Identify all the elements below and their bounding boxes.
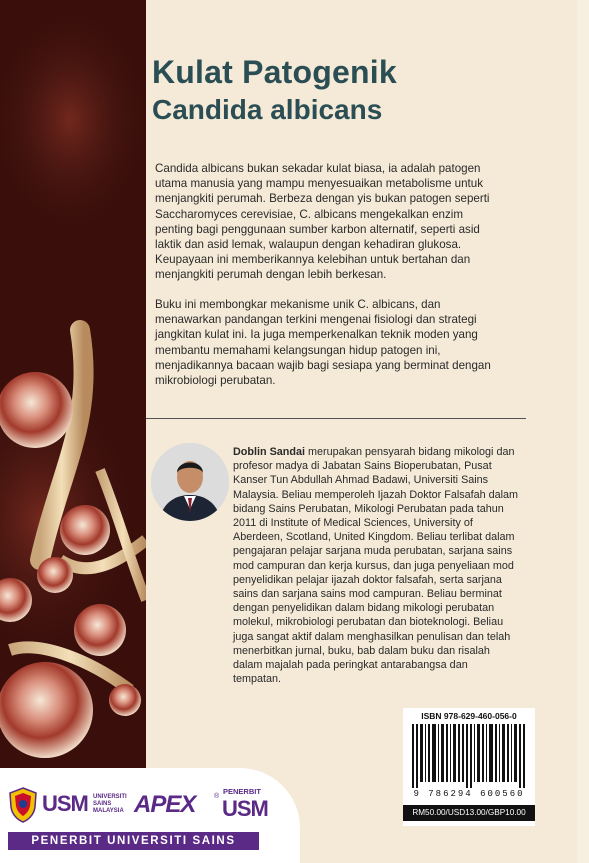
blurb-paragraph-1: [155, 161, 526, 283]
blurb-line: menjangkiti perumah dengan lebih berkesan.: [155, 268, 387, 282]
blurb-line: utama manusia yang mampu menyesuaikan metabolisme untuk: [155, 177, 484, 191]
blurb-line: Candida albicans bukan sekadar kulat biasa, ia adalah patogen: [155, 162, 481, 175]
publisher-logos: [8, 787, 278, 831]
publisher-banner: PENERBIT UNIVERSITI SAINS MALAYSIA: [8, 832, 259, 850]
bio-line: menerbitkan jurnal, buku, bab dalam buku dan risalah: [233, 644, 490, 657]
blurb-line: menjadikannya bacaan wajib bagi sesiapa yang berminat dengan: [155, 358, 491, 372]
bio-line: molekul, mikrobiologi perubatan dan bioteknologi. Beliau: [233, 616, 504, 629]
spine-edge: [577, 0, 589, 863]
bio-line: mod campuran dan kerja kursus, dan juga penyeliaan mod: [233, 559, 514, 572]
penerbit-label: PENERBIT: [223, 787, 261, 796]
book-title: Kulat Patogenik: [152, 54, 397, 90]
blurb-line: Buku ini membongkar mekanisme unik C. albicans, dan: [155, 298, 441, 311]
bio-line: profesor madya di Jabatan Sains Bioperubatan, Pusat: [233, 460, 492, 473]
registered-mark: ®: [214, 793, 220, 800]
blurb-line: menjangkiti perumah. Berbeza dengan yis bukan patogen seperti: [155, 192, 490, 206]
bio-line: merupakan pensyarah bidang mikologi dan: [304, 446, 515, 458]
bio-line: Kanser Tun Abdullah Ahmad Badawi, Universiti Sains: [233, 474, 489, 487]
blurb-line: penting bagi penggunaan sumber karbon alternatif, seperti asid: [155, 222, 480, 236]
isbn-barcode: [403, 708, 535, 826]
section-divider: [146, 418, 526, 419]
barcode-digits: 9 786294 600560: [413, 789, 525, 799]
blurb-line: menawarkan pandangan terkini mengenai fisiologi dan strategi: [155, 313, 477, 327]
apex-logo: APEX: [134, 791, 196, 818]
author-portrait: [151, 443, 229, 521]
bio-line: bidang Sains Perubatan, Mikologi Perubatan pada tahun: [233, 502, 504, 515]
author-photo-illustration: [151, 443, 229, 521]
isbn-number: ISBN 978-629-460-056-0: [421, 711, 517, 721]
blurb-line: membantu memahami kelangsungan hidup patogen ini,: [155, 343, 441, 357]
blurb-line: Saccharomyces cerevisiae, C. albicans mengekalkan enzim: [155, 207, 464, 221]
fungal-cells-illustration: [0, 0, 146, 863]
blurb-line: Keupayaan ini memberikannya kelebihan untuk bertahan dan: [155, 253, 471, 267]
bio-line: dengan penyelidikan dalam bidang mikologi perubatan: [233, 602, 495, 615]
author-name: Doblin Sandai: [233, 446, 305, 458]
bio-line: 2011 di Institute of Medical Sciences, University of: [233, 517, 473, 530]
fungal-microscopy-image: [0, 0, 146, 863]
bio-line: Aberdeen, Scotland, United Kingdom. Beliau terlibat dalam: [233, 531, 515, 544]
bio-line: sains dan sarjana sains mod campuran. Beliau berminat: [233, 588, 502, 601]
price-label: RM50.00/USD13.00/GBP10.00: [403, 805, 535, 821]
author-bio: [233, 445, 527, 686]
bio-line: juga sangat aktif dalam menghasilkan penulisan dan telah: [233, 630, 511, 643]
blurb-line: laktik dan asid lemak, walaupun dengan kehadiran glukosa.: [155, 238, 462, 252]
blurb-line: mikrobiologi perubatan.: [155, 374, 276, 388]
barcode-bars: [410, 724, 528, 788]
bio-line: dalam majalah pada peringkat antarabangsa dan: [233, 659, 468, 672]
usm-logo-caption: UNIVERSITI SAINS MALAYSIA: [93, 794, 127, 814]
blurb-paragraph-2: [155, 297, 526, 388]
blurb-line: jangkitan kulat ini. Ia juga memperkenalkan teknik moden yang: [155, 328, 478, 342]
usm-logo: USM: [42, 791, 88, 816]
penerbit-usm-logo: USM: [222, 796, 268, 821]
bio-line: tempatan.: [233, 673, 282, 686]
bio-line: Malaysia. Beliau memperoleh Ijazah Doktor Falsafah dalam: [233, 488, 519, 501]
university-crest-icon: [8, 787, 38, 823]
bio-line: pengajaran pelajar sarjana muda perubatan, sarjana sains: [233, 545, 513, 558]
book-subtitle: Candida albicans: [152, 94, 383, 125]
bio-line: penyelidikan pelajar ijazah doktor falsafah, serta sarjana: [233, 573, 502, 586]
